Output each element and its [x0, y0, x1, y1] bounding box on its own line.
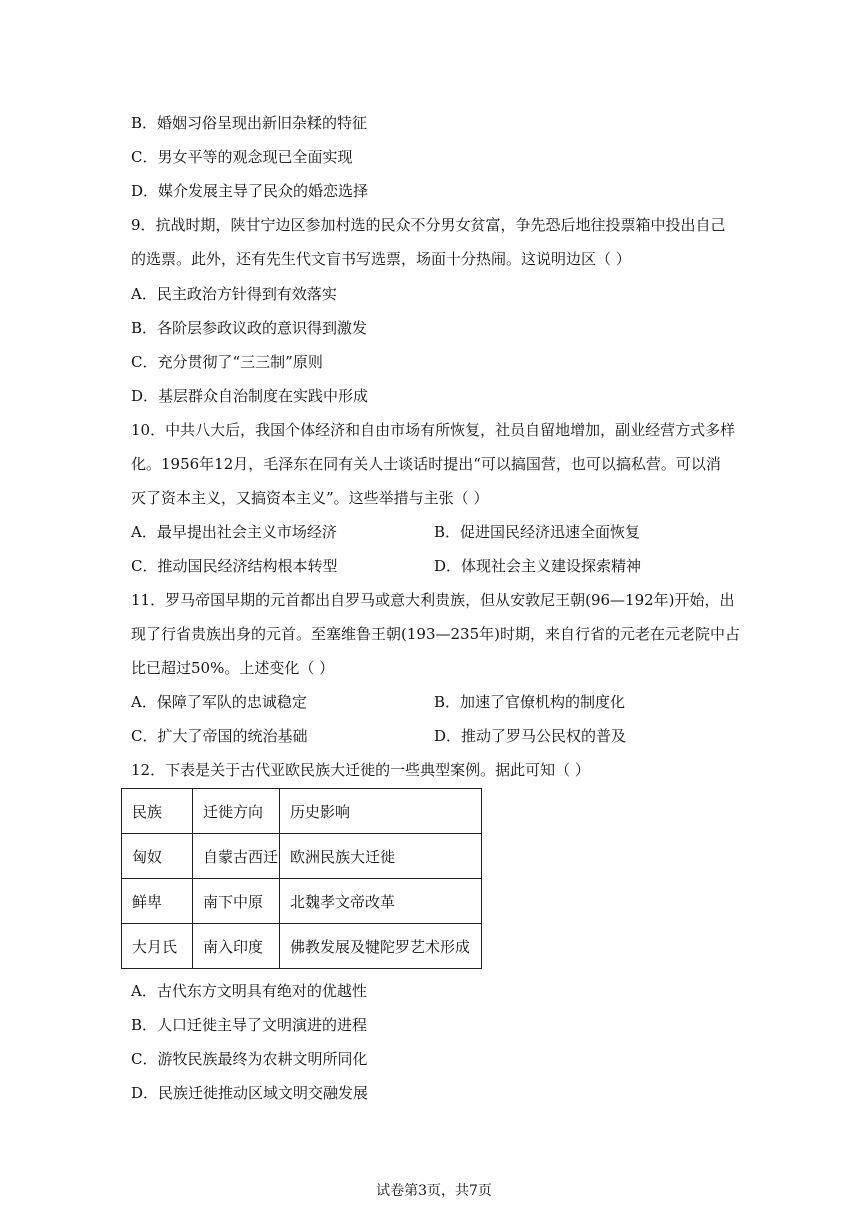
table-cell: 南下中原: [193, 879, 280, 924]
page-footer: 试卷第3页，共7页: [376, 1183, 492, 1199]
q9-option-a: A．民主政治方针得到有效落实: [131, 285, 337, 303]
table-cell: 南入印度: [193, 924, 280, 969]
table-cell: 匈奴: [122, 834, 193, 879]
q10-stem-line-3: 灭了资本主义，又搞资本主义”。这些举措与主张（ ）: [131, 489, 489, 507]
q10-stem-line-2: 化。1956年12月，毛泽东在同有关人士谈话时提出“可以搞国营，也可以搞私营。可以消: [131, 455, 721, 473]
table-row: [122, 834, 482, 879]
q10-option-b: B．促进国民经济迅速全面恢复: [434, 523, 641, 541]
q12-option-b: B．人口迁徙主导了文明演进的进程: [131, 1016, 368, 1034]
q9-stem-line-1: 9．抗战时期，陕甘宁边区参加村选的民众不分男女贫富，争先恐后地往投票箱中投出自己: [131, 216, 726, 234]
q11-stem-line-3: 比已超过50%。上述变化（ ）: [131, 659, 335, 677]
q11-stem-line-1: 11．罗马帝国早期的元首都出自罗马或意大利贵族，但从安敦尼王朝(96—192年)开始，出: [131, 591, 735, 609]
q10-option-c: C．推动国民经济结构根本转型: [131, 557, 338, 575]
q11-option-b: B．加速了官僚机构的制度化: [434, 693, 626, 711]
q10-stem-line-1: 10．中共八大后，我国个体经济和自由市场有所恢复，社员自留地增加，副业经营方式多样: [131, 421, 736, 439]
migration-table: [121, 788, 482, 969]
q8-option-b: B．婚姻习俗呈现出新旧杂糅的特征: [131, 114, 368, 132]
q9-option-b: B．各阶层参政议政的意识得到激发: [131, 319, 368, 337]
table-row: [122, 879, 482, 924]
table-header-cell: 民族: [122, 789, 193, 834]
table-header-cell: 历史影响: [280, 789, 482, 834]
table-cell: 北魏孝文帝改革: [280, 879, 482, 924]
q12-stem: 12．下表是关于古代亚欧民族大迁徙的一些典型案例。据此可知（ ）: [131, 761, 590, 779]
table-row: [122, 924, 482, 969]
table-header-cell: 迁徙方向: [193, 789, 280, 834]
q10-option-a: A．最早提出社会主义市场经济: [131, 523, 337, 541]
table-cell: 佛教发展及犍陀罗艺术形成: [280, 924, 482, 969]
q12-option-c: C．游牧民族最终为农耕文明所同化: [131, 1050, 368, 1068]
q9-option-c: C．充分贯彻了“三三制”原则: [131, 353, 323, 371]
table-cell: 鲜卑: [122, 879, 193, 924]
table-cell: 欧洲民族大迁徙: [280, 834, 482, 879]
table-cell: 大月氏: [122, 924, 193, 969]
q10-option-d: D．体现社会主义建设探索精神: [434, 557, 642, 575]
q9-stem-line-2: 的选票。此外，还有先生代文盲书写选票，场面十分热闹。这说明边区（ ）: [131, 250, 631, 268]
q12-option-a: A．古代东方文明具有绝对的优越性: [131, 982, 367, 1000]
q11-option-d: D．推动了罗马公民权的普及: [434, 727, 627, 745]
q9-option-d: D．基层群众自治制度在实践中形成: [131, 387, 369, 405]
q8-option-c: C．男女平等的观念现已全面实现: [131, 148, 353, 166]
q11-option-a: A．保障了军队的忠诚稳定: [131, 693, 307, 711]
q11-option-c: C．扩大了帝国的统治基础: [131, 727, 308, 745]
q12-option-d: D．民族迁徙推动区域文明交融发展: [131, 1084, 369, 1102]
table-cell: 自蒙古西迁: [193, 834, 280, 879]
q8-option-d: D．媒介发展主导了民众的婚恋选择: [131, 182, 369, 200]
q11-stem-line-2: 现了行省贵族出身的元首。至塞维鲁王朝(193—235年)时期，来自行省的元老在元老院中占: [131, 625, 740, 643]
table-header-row: [122, 789, 482, 834]
